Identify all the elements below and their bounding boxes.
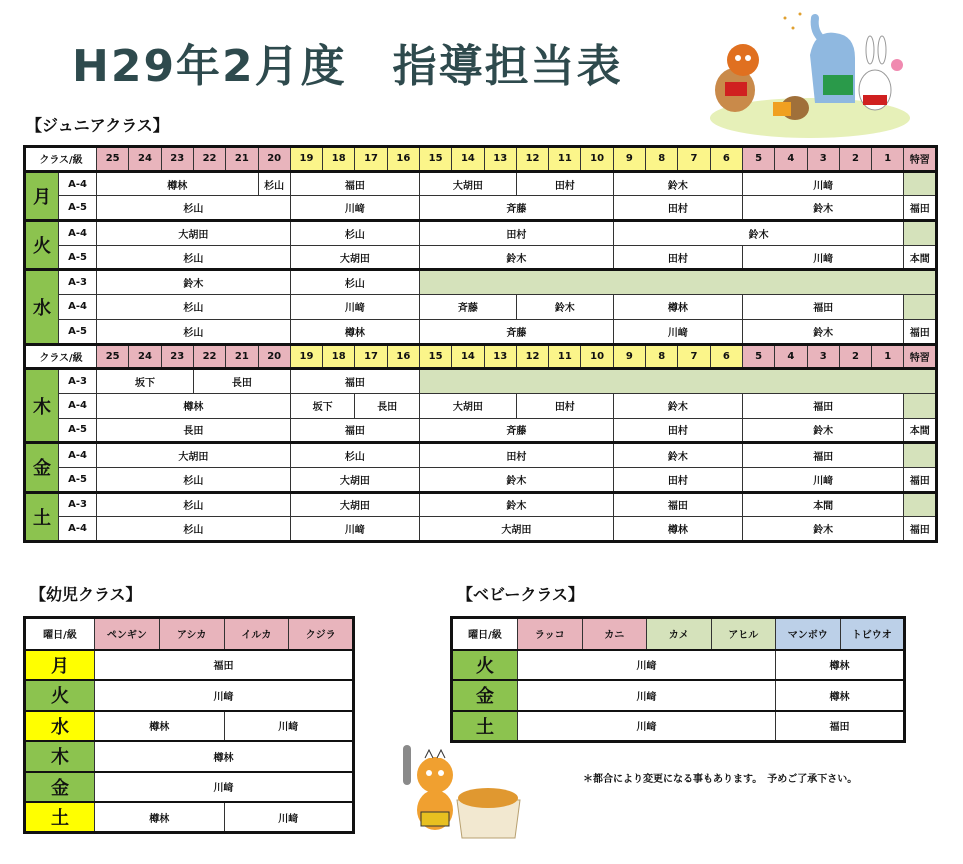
instructor-cell: 田村 bbox=[419, 221, 613, 246]
schedule-row bbox=[25, 802, 354, 833]
instructor-cell: 川﨑 bbox=[518, 711, 776, 742]
empty-cell bbox=[904, 221, 937, 246]
day-label: 金 bbox=[25, 443, 59, 492]
instructor-cell: 樽林 bbox=[776, 650, 905, 681]
empty-cell bbox=[419, 369, 936, 394]
grade-header: トビウオ bbox=[840, 618, 905, 650]
instructor-cell: 田村 bbox=[613, 245, 742, 270]
grade-header: 7 bbox=[678, 344, 710, 369]
class-code: A-4 bbox=[59, 517, 97, 542]
grade-header: 13 bbox=[484, 147, 516, 172]
instructor-cell: 川﨑 bbox=[290, 295, 419, 320]
instructor-cell: 川﨑 bbox=[613, 319, 742, 344]
schedule-row bbox=[25, 393, 937, 418]
grade-header: 25 bbox=[97, 147, 129, 172]
instructor-cell: 田村 bbox=[419, 443, 613, 468]
grade-header: 25 bbox=[97, 344, 129, 369]
grade-header: クジラ bbox=[289, 618, 354, 650]
instructor-cell: 大胡田 bbox=[419, 171, 516, 196]
instructor-cell: 川﨑 bbox=[224, 711, 354, 742]
schedule-row bbox=[25, 517, 937, 542]
grade-header: 15 bbox=[419, 344, 451, 369]
baby-schedule-table bbox=[450, 616, 906, 743]
schedule-row bbox=[25, 196, 937, 221]
day-label: 火 bbox=[25, 680, 95, 711]
instructor-cell: 杉山 bbox=[97, 467, 291, 492]
instructor-cell: 鈴木 bbox=[97, 270, 291, 295]
junior-section-title: 【ジュニアクラス】 bbox=[26, 116, 169, 135]
schedule-row bbox=[25, 467, 937, 492]
instructor-cell: 斉藤 bbox=[419, 295, 516, 320]
grade-header: 6 bbox=[710, 147, 742, 172]
instructor-cell: 大胡田 bbox=[97, 443, 291, 468]
grade-header: ペンギン bbox=[95, 618, 160, 650]
instructor-cell: 樽林 bbox=[97, 171, 258, 196]
grade-header: 16 bbox=[387, 344, 419, 369]
instructor-cell: 鈴木 bbox=[742, 517, 903, 542]
grade-header: 22 bbox=[193, 147, 225, 172]
infant-section-title: 【幼児クラス】 bbox=[30, 585, 142, 604]
day-label: 土 bbox=[452, 711, 518, 742]
grade-header: 24 bbox=[129, 344, 161, 369]
grade-header: ラッコ bbox=[518, 618, 583, 650]
instructor-cell: 福田 bbox=[742, 393, 903, 418]
instructor-cell: 杉山 bbox=[97, 319, 291, 344]
infant-header-row bbox=[25, 618, 354, 650]
instructor-cell: 川﨑 bbox=[95, 680, 354, 711]
schedule-change-note: ＊都合により変更になる事もあります。 予めご了承下さい。 bbox=[583, 774, 858, 785]
class-code: A-4 bbox=[59, 443, 97, 468]
instructor-cell: 鈴木 bbox=[516, 295, 613, 320]
grade-header: 11 bbox=[549, 344, 581, 369]
grade-header: 5 bbox=[742, 344, 774, 369]
grade-header: 1 bbox=[872, 147, 904, 172]
instructor-cell: 鈴木 bbox=[613, 221, 904, 246]
grade-header: 15 bbox=[419, 147, 451, 172]
empty-cell bbox=[904, 492, 937, 517]
day-label: 金 bbox=[25, 772, 95, 803]
grade-header: 3 bbox=[807, 344, 839, 369]
infant-schedule-table bbox=[23, 616, 355, 834]
instructor-cell: 大胡田 bbox=[290, 467, 419, 492]
class-grade-header: クラス/級 bbox=[25, 344, 97, 369]
schedule-row bbox=[452, 680, 905, 711]
grade-header: 10 bbox=[581, 344, 613, 369]
instructor-cell: 長田 bbox=[97, 418, 291, 443]
instructor-cell: 杉山 bbox=[97, 492, 291, 517]
instructor-cell: 川﨑 bbox=[290, 517, 419, 542]
instructor-cell: 大胡田 bbox=[290, 492, 419, 517]
grade-header: 9 bbox=[613, 147, 645, 172]
junior-schedule-table bbox=[23, 145, 938, 543]
instructor-cell: 樽林 bbox=[95, 711, 225, 742]
schedule-row bbox=[25, 171, 937, 196]
instructor-cell: 鈴木 bbox=[613, 393, 742, 418]
day-label: 木 bbox=[25, 369, 59, 443]
schedule-row bbox=[25, 650, 354, 681]
day-label: 月 bbox=[25, 650, 95, 681]
day-label: 土 bbox=[25, 802, 95, 833]
instructor-cell: 鈴木 bbox=[742, 196, 903, 221]
instructor-cell: 福田 bbox=[290, 171, 419, 196]
instructor-cell: 川﨑 bbox=[742, 467, 903, 492]
grade-header: 2 bbox=[839, 147, 871, 172]
class-code: A-3 bbox=[59, 492, 97, 517]
instructor-cell: 福田 bbox=[290, 418, 419, 443]
instructor-cell: 鈴木 bbox=[419, 492, 613, 517]
schedule-row bbox=[25, 295, 937, 320]
instructor-cell: 鈴木 bbox=[419, 245, 613, 270]
instructor-cell: 鈴木 bbox=[742, 418, 903, 443]
schedule-row bbox=[25, 369, 937, 394]
instructor-cell: 杉山 bbox=[290, 443, 419, 468]
grade-header: 5 bbox=[742, 147, 774, 172]
instructor-cell: 大胡田 bbox=[290, 245, 419, 270]
instructor-cell: 杉山 bbox=[97, 245, 291, 270]
instructor-cell: 川﨑 bbox=[518, 680, 776, 711]
instructor-cell: 杉山 bbox=[290, 221, 419, 246]
class-code: A-5 bbox=[59, 467, 97, 492]
instructor-cell: 鈴木 bbox=[613, 171, 742, 196]
instructor-cell: 福田 bbox=[776, 711, 905, 742]
grade-header: 19 bbox=[290, 147, 322, 172]
day-label: 火 bbox=[452, 650, 518, 681]
instructor-cell: 川﨑 bbox=[742, 171, 903, 196]
day-label: 水 bbox=[25, 270, 59, 344]
grade-header: 8 bbox=[646, 147, 678, 172]
instructor-cell: 福田 bbox=[904, 319, 937, 344]
grade-header: 特習 bbox=[904, 344, 937, 369]
schedule-row bbox=[25, 319, 937, 344]
schedule-row bbox=[25, 492, 937, 517]
grade-header: 7 bbox=[678, 147, 710, 172]
empty-cell bbox=[904, 393, 937, 418]
instructor-cell: 大胡田 bbox=[419, 517, 613, 542]
instructor-cell: 樽林 bbox=[95, 802, 225, 833]
instructor-cell: 福田 bbox=[904, 467, 937, 492]
instructor-cell: 樽林 bbox=[776, 680, 905, 711]
instructor-cell: 川﨑 bbox=[95, 772, 354, 803]
grade-header: アヒル bbox=[711, 618, 776, 650]
schedule-row bbox=[25, 680, 354, 711]
grade-header: 13 bbox=[484, 344, 516, 369]
instructor-cell: 杉山 bbox=[97, 517, 291, 542]
grade-header: アシカ bbox=[159, 618, 224, 650]
grade-header: 18 bbox=[323, 344, 355, 369]
grade-header: 特習 bbox=[904, 147, 937, 172]
grade-header: 16 bbox=[387, 147, 419, 172]
junior-header-row bbox=[25, 344, 937, 369]
instructor-cell: 福田 bbox=[742, 295, 903, 320]
instructor-cell: 田村 bbox=[516, 393, 613, 418]
page-title: H29年2月度 指導担当表 bbox=[72, 41, 623, 92]
grade-header: 18 bbox=[323, 147, 355, 172]
class-code: A-5 bbox=[59, 319, 97, 344]
day-label: 土 bbox=[25, 492, 59, 541]
grade-header: 1 bbox=[872, 344, 904, 369]
grade-header: カニ bbox=[582, 618, 647, 650]
grade-header: 14 bbox=[452, 147, 484, 172]
instructor-cell: 本間 bbox=[904, 245, 937, 270]
instructor-cell: 杉山 bbox=[290, 270, 419, 295]
empty-cell bbox=[419, 270, 936, 295]
instructor-cell: 福田 bbox=[742, 443, 903, 468]
grade-header: マンボウ bbox=[776, 618, 841, 650]
schedule-row bbox=[25, 270, 937, 295]
schedule-row bbox=[25, 772, 354, 803]
class-code: A-4 bbox=[59, 221, 97, 246]
grade-header: 12 bbox=[516, 147, 548, 172]
instructor-cell: 川﨑 bbox=[290, 196, 419, 221]
grade-header: イルカ bbox=[224, 618, 289, 650]
schedule-row bbox=[25, 443, 937, 468]
instructor-cell: 樽林 bbox=[290, 319, 419, 344]
instructor-cell: 樽林 bbox=[95, 741, 354, 772]
schedule-row bbox=[25, 741, 354, 772]
grade-header: 17 bbox=[355, 147, 387, 172]
empty-cell bbox=[904, 295, 937, 320]
instructor-cell: 鈴木 bbox=[419, 467, 613, 492]
grade-header: 23 bbox=[161, 344, 193, 369]
instructor-cell: 坂下 bbox=[97, 369, 194, 394]
instructor-cell: 鈴木 bbox=[742, 319, 903, 344]
oni-beans-illustration bbox=[395, 740, 525, 840]
schedule-row bbox=[25, 711, 354, 742]
class-grade-header: クラス/級 bbox=[25, 147, 97, 172]
instructor-cell: 大胡田 bbox=[419, 393, 516, 418]
empty-cell bbox=[904, 443, 937, 468]
baby-section-title: 【ベビークラス】 bbox=[457, 585, 584, 604]
grade-header: 14 bbox=[452, 344, 484, 369]
grade-header: 21 bbox=[226, 344, 258, 369]
grade-header: 2 bbox=[839, 344, 871, 369]
instructor-cell: 斉藤 bbox=[419, 418, 613, 443]
class-code: A-5 bbox=[59, 418, 97, 443]
instructor-cell: 福田 bbox=[613, 492, 742, 517]
instructor-cell: 長田 bbox=[193, 369, 290, 394]
day-label: 木 bbox=[25, 741, 95, 772]
instructor-cell: 福田 bbox=[95, 650, 354, 681]
instructor-cell: 田村 bbox=[613, 418, 742, 443]
schedule-row bbox=[25, 418, 937, 443]
schedule-row bbox=[25, 221, 937, 246]
class-code: A-5 bbox=[59, 196, 97, 221]
instructor-cell: 斉藤 bbox=[419, 319, 613, 344]
instructor-cell: 川﨑 bbox=[742, 245, 903, 270]
junior-header-row bbox=[25, 147, 937, 172]
day-label: 火 bbox=[25, 221, 59, 270]
instructor-cell: 川﨑 bbox=[224, 802, 354, 833]
class-code: A-5 bbox=[59, 245, 97, 270]
day-label: 水 bbox=[25, 711, 95, 742]
grade-header: 24 bbox=[129, 147, 161, 172]
instructor-cell: 川﨑 bbox=[518, 650, 776, 681]
grade-header: 10 bbox=[581, 147, 613, 172]
grade-header: 11 bbox=[549, 147, 581, 172]
day-grade-header: 曜日/級 bbox=[452, 618, 518, 650]
instructor-cell: 田村 bbox=[613, 196, 742, 221]
grade-header: 23 bbox=[161, 147, 193, 172]
instructor-cell: 本間 bbox=[742, 492, 903, 517]
instructor-cell: 福田 bbox=[904, 517, 937, 542]
baby-header-row bbox=[452, 618, 905, 650]
grade-header: 20 bbox=[258, 147, 290, 172]
instructor-cell: 樽林 bbox=[613, 295, 742, 320]
class-code: A-4 bbox=[59, 171, 97, 196]
instructor-cell: 本間 bbox=[904, 418, 937, 443]
instructor-cell: 杉山 bbox=[97, 295, 291, 320]
grade-header: 3 bbox=[807, 147, 839, 172]
instructor-cell: 杉山 bbox=[97, 196, 291, 221]
grade-header: 20 bbox=[258, 344, 290, 369]
instructor-cell: 杉山 bbox=[258, 171, 290, 196]
grade-header: 12 bbox=[516, 344, 548, 369]
day-grade-header: 曜日/級 bbox=[25, 618, 95, 650]
class-code: A-3 bbox=[59, 369, 97, 394]
day-label: 月 bbox=[25, 171, 59, 220]
grade-header: 17 bbox=[355, 344, 387, 369]
instructor-cell: 福田 bbox=[904, 196, 937, 221]
instructor-cell: 斉藤 bbox=[419, 196, 613, 221]
schedule-row bbox=[452, 711, 905, 742]
empty-cell bbox=[904, 171, 937, 196]
instructor-cell: 坂下 bbox=[290, 393, 355, 418]
schedule-row bbox=[452, 650, 905, 681]
instructor-cell: 福田 bbox=[290, 369, 419, 394]
instructor-cell: 樽林 bbox=[613, 517, 742, 542]
grade-header: 8 bbox=[646, 344, 678, 369]
grade-header: 4 bbox=[775, 344, 807, 369]
class-code: A-4 bbox=[59, 393, 97, 418]
instructor-cell: 田村 bbox=[516, 171, 613, 196]
instructor-cell: 大胡田 bbox=[97, 221, 291, 246]
instructor-cell: 長田 bbox=[355, 393, 420, 418]
grade-header: 4 bbox=[775, 147, 807, 172]
class-code: A-3 bbox=[59, 270, 97, 295]
grade-header: 6 bbox=[710, 344, 742, 369]
day-label: 金 bbox=[452, 680, 518, 711]
grade-header: 22 bbox=[193, 344, 225, 369]
grade-header: 19 bbox=[290, 344, 322, 369]
instructor-cell: 樽林 bbox=[97, 393, 291, 418]
instructor-cell: 田村 bbox=[613, 467, 742, 492]
schedule-row bbox=[25, 245, 937, 270]
grade-header: 21 bbox=[226, 147, 258, 172]
setsubun-animals-illustration bbox=[705, 10, 915, 140]
instructor-cell: 鈴木 bbox=[613, 443, 742, 468]
grade-header: カメ bbox=[647, 618, 712, 650]
grade-header: 9 bbox=[613, 344, 645, 369]
class-code: A-4 bbox=[59, 295, 97, 320]
